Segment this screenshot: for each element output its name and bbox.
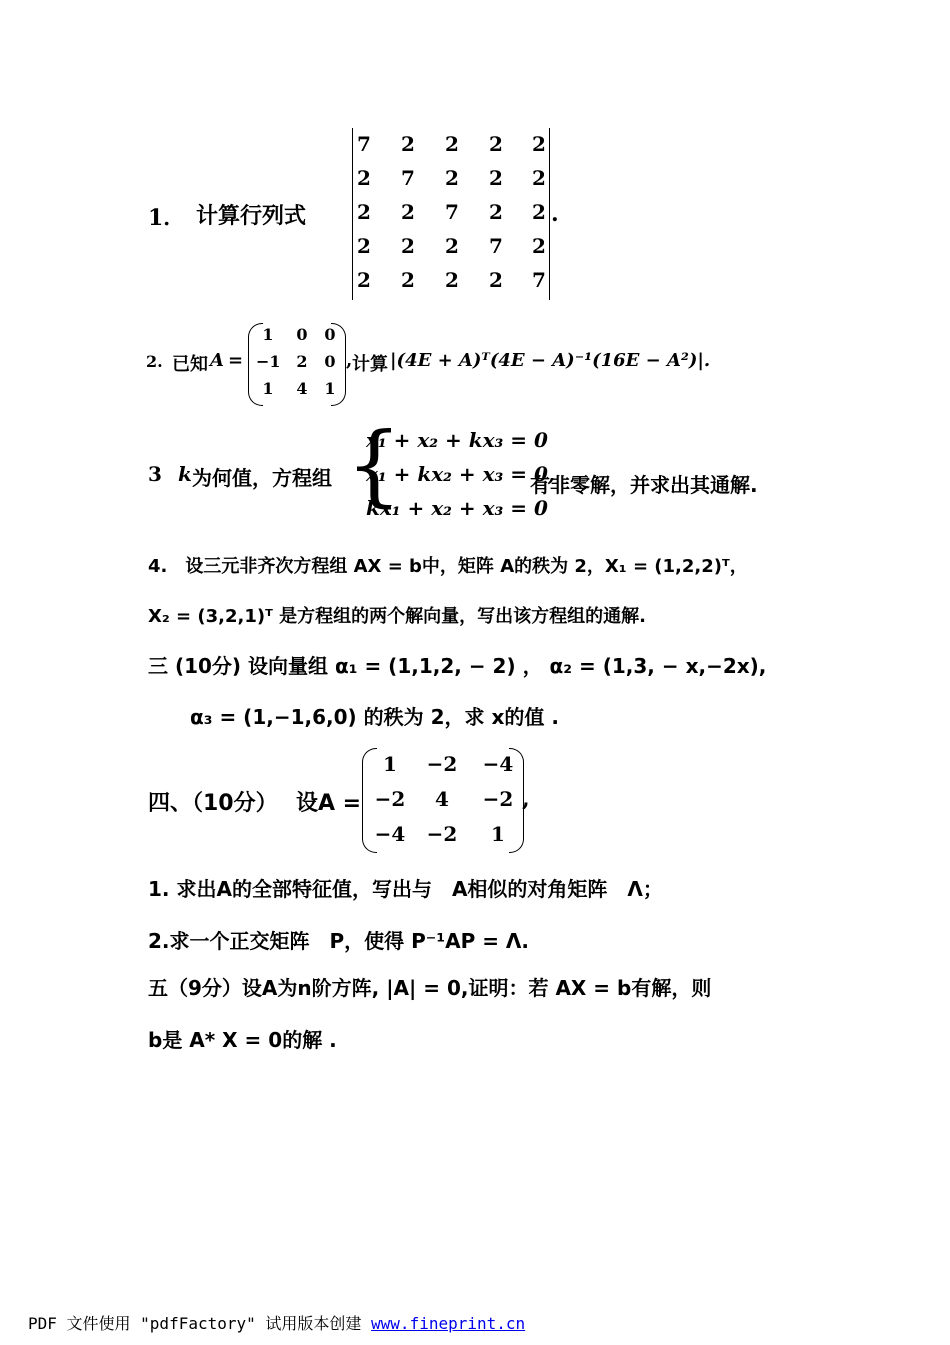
q3-var: k <box>178 462 192 486</box>
q3-text1: 为何值，方程组 <box>192 466 332 490</box>
q-si-prefix: 设A = <box>296 791 362 816</box>
matrix-cell: 0 <box>324 325 336 344</box>
footer <box>28 1311 525 1334</box>
q-san-line1: 三 (10分) 设向量组 α₁ = (1,1,2, − 2) ， α₂ = (1,3, − x,−2x), <box>148 654 767 678</box>
det-cell: 2 <box>401 268 415 292</box>
det-cell: 2 <box>357 200 371 224</box>
matrix-cell: 1 <box>262 325 274 344</box>
det-cell: 7 <box>532 268 546 292</box>
q3-eq3: kx₁ + x₂ + x₃ = 0 <box>366 496 548 520</box>
det-cell: 7 <box>489 234 503 258</box>
q3-eq2: x₁ + kx₂ + x₃ = 0, <box>366 462 555 486</box>
q-wu-line1: 五（9分）设A为n阶方阵, |A| = 0,证明：若 AX = b有解，则 <box>148 976 712 1000</box>
q-si-sub1: 1. 求出A的全部特征值，写出与 A相似的对角矩阵 Λ； <box>148 877 663 901</box>
det-cell: 2 <box>445 132 459 156</box>
q4-line1: 4. 设三元非齐次方程组 AX = b中，矩阵 A的秩为 2，X₁ = (1,2,2)ᵀ， <box>148 556 748 577</box>
q2-prefix: 已知 <box>172 354 208 375</box>
matrix-cell: −2 <box>482 787 514 811</box>
q-si-matrix <box>362 748 524 854</box>
matrix-cell: −1 <box>256 352 281 371</box>
det-cell: 2 <box>401 234 415 258</box>
q3-eq1: x₁ + x₂ + kx₃ = 0 <box>366 428 548 452</box>
det-cell: 2 <box>445 268 459 292</box>
matrix-cell: −4 <box>482 752 514 776</box>
det-cell: 2 <box>489 132 503 156</box>
det-cell: 2 <box>532 234 546 258</box>
det-cell: 2 <box>401 200 415 224</box>
footer-link[interactable]: www.fineprint.cn <box>371 1314 526 1333</box>
matrix-cell: 0 <box>324 352 336 371</box>
q-san-line2: α₃ = (1,−1,6,0) 的秩为 2，求 x的值 . <box>190 705 559 729</box>
det-cell: 7 <box>401 166 415 190</box>
q3-text2: 有非零解，并求出其通解. <box>530 473 758 497</box>
q2-comma: , <box>346 350 353 371</box>
matrix-cell: −2 <box>426 822 458 846</box>
q1-text: 计算行列式 <box>196 204 307 229</box>
q2-eq: = <box>228 350 244 371</box>
matrix-cell: 1 <box>262 379 274 398</box>
matrix-cell: 0 <box>296 325 308 344</box>
q1-determinant <box>352 128 550 300</box>
matrix-cell: 4 <box>435 787 449 811</box>
det-cell: 2 <box>532 200 546 224</box>
q2-matrix <box>248 323 346 407</box>
q-si-label: 四、（10分） <box>148 791 278 816</box>
q1-end: . <box>551 201 559 227</box>
q2-expression: |(4E + A)ᵀ(4E − A)⁻¹(16E − A²)|. <box>390 350 711 371</box>
det-cell: 2 <box>489 166 503 190</box>
det-cell: 2 <box>357 268 371 292</box>
det-cell: 2 <box>357 234 371 258</box>
det-cell: 2 <box>489 268 503 292</box>
det-cell: 2 <box>445 166 459 190</box>
det-cell: 7 <box>445 200 459 224</box>
det-cell: 2 <box>445 234 459 258</box>
det-cell: 2 <box>357 166 371 190</box>
q1-label: 1． <box>148 205 186 231</box>
det-cell: 2 <box>489 200 503 224</box>
q4-line2: X₂ = (3,2,1)ᵀ 是方程组的两个解向量，写出该方程组的通解. <box>148 606 646 627</box>
det-cell: 2 <box>532 166 546 190</box>
matrix-cell: 4 <box>296 379 308 398</box>
matrix-cell: −4 <box>374 822 406 846</box>
q-si-sub2: 2.求一个正交矩阵 P，使得 P⁻¹AP = Λ. <box>148 929 530 953</box>
matrix-cell: 1 <box>491 822 505 846</box>
matrix-cell: 1 <box>383 752 397 776</box>
q2-compute: 计算 <box>352 354 388 375</box>
matrix-cell: 1 <box>324 379 336 398</box>
q-si-comma: , <box>522 786 530 812</box>
q2-var: A <box>210 350 224 371</box>
det-cell: 2 <box>401 132 415 156</box>
matrix-cell: −2 <box>374 787 406 811</box>
q-wu-line2: b是 A* X = 0的解 . <box>148 1028 337 1052</box>
matrix-cell: 2 <box>296 352 308 371</box>
det-cell: 2 <box>532 132 546 156</box>
q3-brace: { <box>346 413 402 516</box>
q2-label: 2. <box>146 352 163 371</box>
footer-text: PDF 文件使用 "pdfFactory" 试用版本创建 <box>28 1314 372 1333</box>
q3-label: 3 <box>148 462 162 486</box>
matrix-cell: −2 <box>426 752 458 776</box>
det-cell: 7 <box>357 132 371 156</box>
